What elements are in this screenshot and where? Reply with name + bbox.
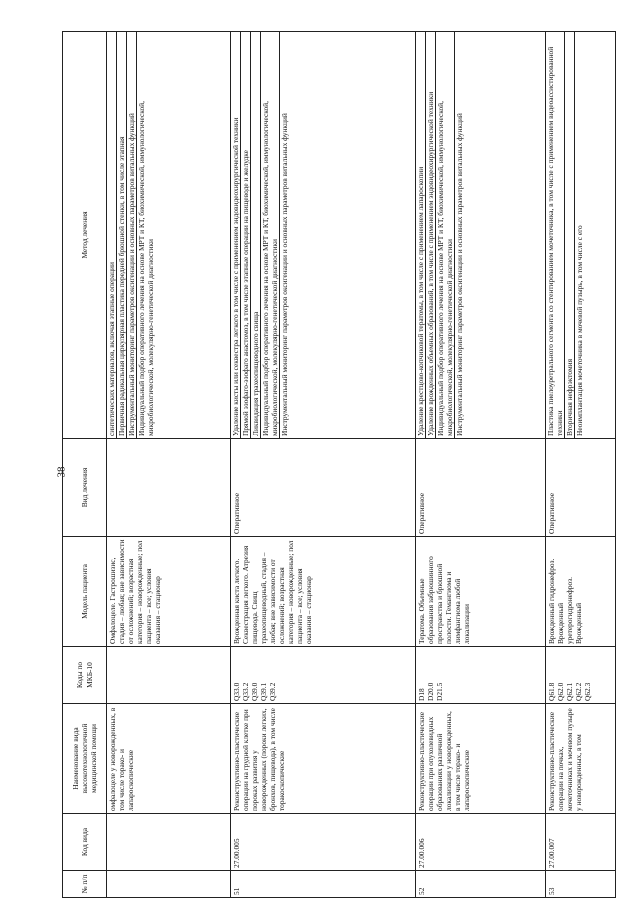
icd-code: D20.0: [426, 682, 436, 701]
header-num: № п/п: [63, 871, 107, 898]
method-item: Пластика пиелоуретрального сегмента со стентированием мочеточника, в том числе с применением видеоассистированной техники: [546, 32, 565, 438]
table-row: [546, 32, 616, 898]
header-icd: Коды по МКБ-10: [63, 647, 107, 704]
header-row: [63, 32, 107, 898]
header-code: Код вида: [63, 814, 107, 871]
cell-icd: [231, 647, 416, 704]
icd-code: Q39.1: [259, 682, 269, 701]
method-item: Инструментальный мониторинг параметров оксигенации и основных параметров витальных функций: [127, 32, 137, 438]
method-item: Ликвидация трахеопищеводного свища: [251, 32, 261, 438]
method-item: Индивидуальный подбор оперативного лечения на основе МРТ и КТ, биохимической, иммунологической, микробиологической, молекулярно-генетической диагностики: [261, 32, 280, 438]
table-row: [231, 32, 416, 898]
method-item: Удаление кисты или секвестра легкого в том числе с применением эндовидеохирургической техники: [231, 32, 241, 438]
method-item: Индивидуальный подбор оперативного лечения на основе МРТ и КТ, биохимической, иммунологической, микробиологической, молекулярно-генетической диагностики: [436, 32, 455, 438]
icd-code: Q61.8: [547, 682, 556, 701]
cell-model: Врожденный гидронефроз. Врожденный уретерогидронефроз. Врожденный: [546, 537, 616, 647]
cell-method: [416, 32, 546, 439]
cell-code: [107, 814, 231, 871]
cell-name: Реконструктивно-пластические операции на грудной клетке при пороках развития у новорожденных (пороки легких, бронхов, пищевода), в том числе торакоскопические: [231, 704, 416, 814]
cell-method: [546, 32, 616, 439]
header-name: Наименование вида высокотехнологичной медицинской помощи: [63, 704, 107, 814]
cell-type: Оперативное: [231, 439, 416, 537]
method-item: Прямой эзофаго-эзофаго анастомоз, в том числе этапные операции на пищеводе и желудке: [241, 32, 251, 438]
icd-code: Q39.2: [268, 682, 278, 701]
icd-code: Q62.1: [565, 682, 575, 701]
cell-icd: [546, 647, 616, 704]
cell-code: 27.00.007: [546, 814, 616, 871]
cell-method: [107, 32, 231, 439]
header-method: Метод лечения: [63, 32, 107, 439]
method-item: Инструментальный мониторинг параметров оксигенации и основных параметров витальных функций: [280, 113, 290, 436]
table-row: [107, 32, 231, 898]
method-item: Инструментальный мониторинг параметров оксигенации и основных параметров витальных функций: [455, 113, 465, 436]
cell-icd: [107, 647, 231, 704]
method-item: Неоимплантация мочеточника в мочевой пузырь, в том числе с его: [575, 225, 585, 436]
cell-num: 53: [546, 871, 616, 898]
icd-code: Q33.2: [241, 682, 251, 701]
cell-model: Тератома. Объемные образования забрюшинного пространства и брюшной полости. Гемангиома и лимфангиома любой локализации: [416, 537, 546, 647]
cell-method: [231, 32, 416, 439]
cell-model: Омфалоцеле. Гастрошизис, стадия – любая; вне зависимости от осложнений; возрастная категория – новорожденные; пол пациента – все; условия оказания – стационар: [107, 537, 231, 647]
table-row: [416, 32, 546, 898]
cell-num: 52: [416, 871, 546, 898]
cell-code: 27.00.006: [416, 814, 546, 871]
method-item: Индивидуальный подбор оперативного лечения на основе МРТ и КТ, биохимической, иммунологической, микробиологической, молекулярно-генетической диагностики: [137, 101, 156, 436]
icd-code: D21.5: [435, 682, 445, 701]
icd-code: Q39.0: [250, 682, 260, 701]
icd-code: Q33.0: [232, 682, 241, 701]
icd-code: D18: [417, 688, 426, 701]
method-item: Удаление крестцово-копчиковой тератомы, в том числе с применением лапароскопии: [416, 32, 426, 438]
vmp-table: [62, 31, 616, 898]
header-type: Вид лечения: [63, 439, 107, 537]
cell-model: Врожденная киста легкого. Секвестрация легкого. Атрезия пищевода. Свищ трахеопищеводный, стадия – любая; вне зависимости от осложнений; возрастная категория – новорожденные; пол пациента – все; условия оказания – стационар: [231, 537, 416, 647]
header-model: Модель пациента: [63, 537, 107, 647]
icd-code: Q62.2: [574, 682, 584, 701]
cell-name: Реконструктивно-пластические операции при опухолевидных образованиях различной локализации у новорожденных, в том числе торако- и лапароскопические: [416, 704, 546, 814]
cell-num: 51: [231, 871, 416, 898]
method-item: Вторичная нефрэктомия: [565, 32, 575, 438]
method-item: синтетических материалов, включая этапные операции: [107, 32, 117, 438]
rotated-page: [62, 32, 622, 898]
cell-type: Оперативное: [416, 439, 546, 537]
cell-name: омфалоцеле у новорожденных, в том числе торако- и лапароскопические: [107, 704, 231, 814]
page-number: 38: [55, 466, 68, 478]
icd-code: Q62.3: [583, 682, 593, 701]
method-item: Первичная радикальная циркулярная пластика передней брюшной стенки, в том числе этапная: [117, 32, 127, 438]
cell-type: Оперативное: [546, 439, 616, 537]
cell-name: Реконструктивно-пластические операции на почках, мочеточниках и мочевом пузыре у новорожденных, в том: [546, 704, 616, 814]
cell-icd: [416, 647, 546, 704]
icd-code: Q62.0: [556, 682, 566, 701]
cell-num: [107, 871, 231, 898]
method-item: Удаление врожденных объемных образований, в том числе с применением эндовидеохирургической техники: [426, 32, 436, 438]
cell-type: [107, 439, 231, 537]
cell-code: 27.00.005: [231, 814, 416, 871]
